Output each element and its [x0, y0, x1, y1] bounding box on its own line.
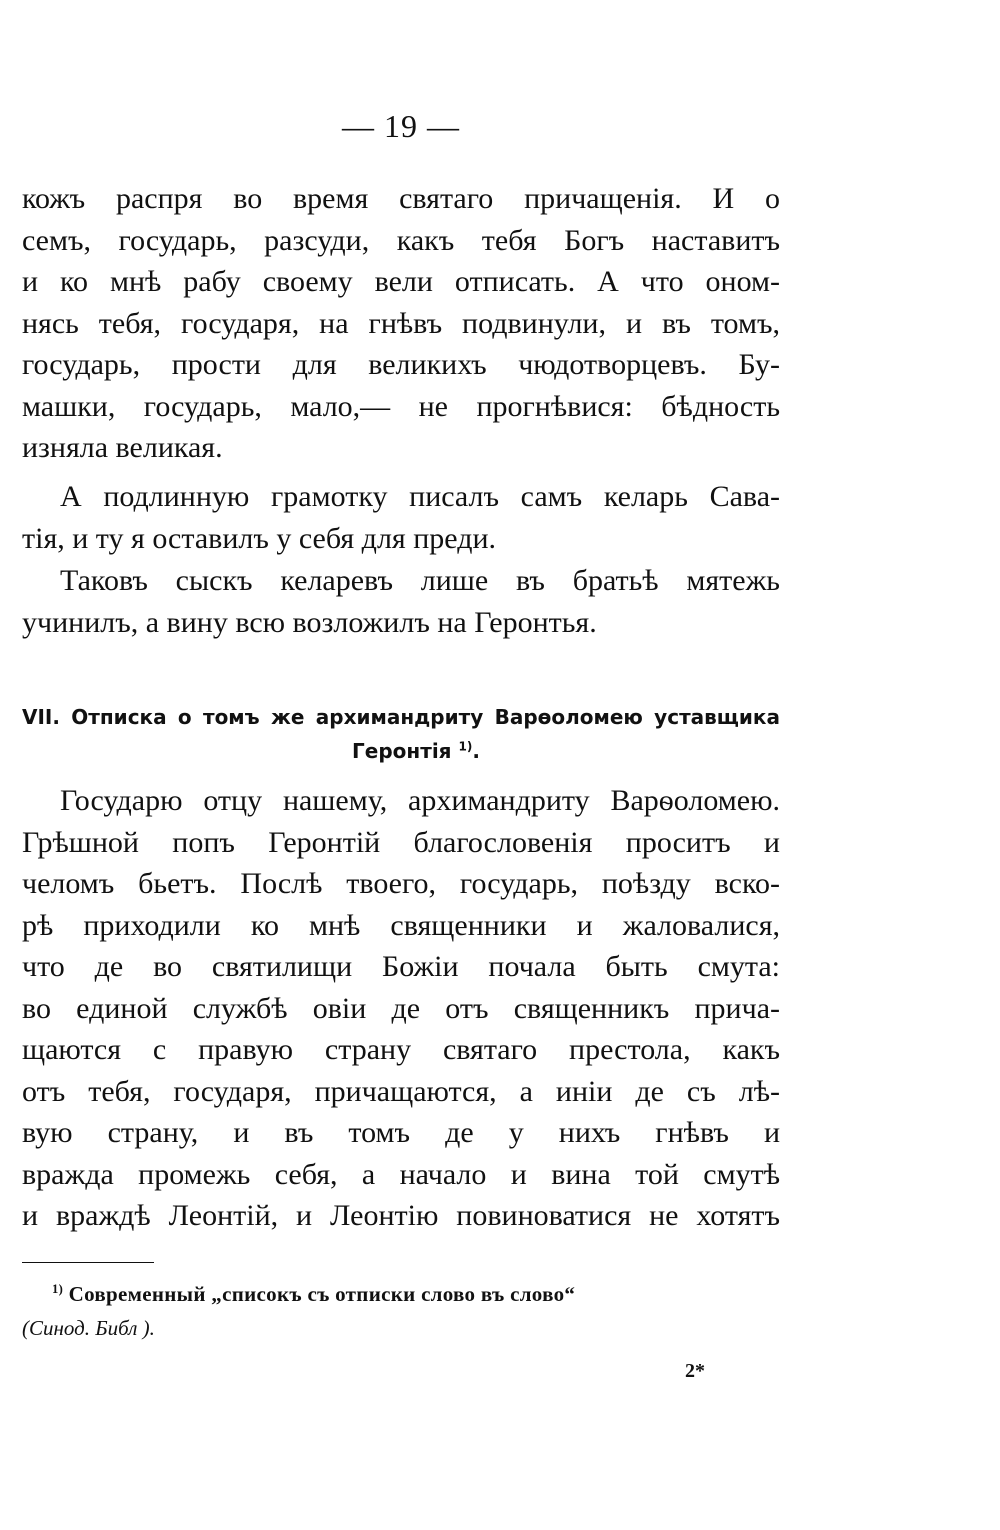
text-line: Таковъ сыскъ келаревъ лише въ братьѣ мятежь — [60, 564, 780, 597]
paragraph-4 — [22, 780, 780, 1237]
text-line: тія, и ту я оставилъ у себя для преди. — [22, 521, 497, 555]
text-line: Государю отцу нашему, архимандриту Варѳоломею. — [60, 784, 780, 817]
text-line: и ко мнѣ рабу своему вели отписать. А что оном- — [22, 265, 780, 298]
text-line: А подлинную грамотку писалъ самъ келарь Сава- — [60, 480, 780, 513]
footnote-marker: 1) — [52, 1282, 64, 1296]
text-line: вую страну, и въ томъ де у нихъ гнѣвъ и — [22, 1116, 780, 1149]
text-line: что де во святилищи Божіи почала быть смута: — [22, 950, 780, 983]
text-line: рѣ приходили ко мнѣ священники и жаловалися, — [22, 908, 780, 942]
page-number: — 19 — — [342, 108, 460, 144]
paragraph-2 — [22, 476, 780, 559]
text-line: Грѣшной попъ Геронтій благословенія проситъ и — [22, 825, 780, 859]
footnote-divider — [22, 1262, 154, 1263]
section-heading-period: . — [472, 739, 480, 763]
section-heading — [22, 700, 780, 768]
text-line: отъ тебя, государя, причащаются, а иніи де съ лѣ- — [22, 1074, 780, 1108]
footnote-line-1 — [22, 1277, 780, 1311]
section-heading-name: Геронтія — [352, 739, 452, 763]
footnote-reference[interactable]: 1) — [458, 739, 473, 754]
text-line: щаются с правую страну святаго престола, какъ — [22, 1033, 780, 1066]
printer-signature-mark: 2* — [685, 1360, 705, 1382]
text-line: машки, государь, мало,— не прогнѣвися: бѣдность — [22, 389, 780, 423]
section-heading-line-2 — [22, 734, 780, 768]
section-heading-line-1: VII. Отписка о томъ же архимандриту Варѳоломею уставщика — [22, 705, 780, 729]
text-line: государь, прости для великихъ чюдотворцевъ. Бу- — [22, 348, 780, 381]
paragraph-1 — [22, 178, 780, 469]
text-line: челомъ бьетъ. Послѣ твоего, государь, поѣзду вско- — [22, 867, 780, 900]
footnote-text: Современный „списокъ съ отписки слово въ слово“ — [68, 1282, 576, 1306]
text-line: вражда промежь себя, а начало и вина той смутѣ — [22, 1157, 780, 1191]
text-line: кожъ распря во время святаго причащенія. И о — [22, 182, 780, 215]
text-line: учинилъ, а вину всю возложилъ на Геронтья. — [22, 605, 597, 639]
text-line: нясь тебя, государя, на гнѣвъ подвинули, и въ томъ, — [22, 306, 780, 340]
text-line: семъ, государь, разсуди, какъ тебя Богъ наставитъ — [22, 223, 780, 257]
footnote — [22, 1277, 780, 1345]
paragraph-3 — [22, 560, 780, 643]
text-line: изняла великая. — [22, 431, 223, 464]
text-line: во единой службѣ овіи де отъ священникъ прича- — [22, 991, 780, 1025]
footnote-source: (Синод. Библ ). — [22, 1316, 155, 1340]
text-line: и враждѣ Леонтій, и Леонтію повиноватися не хотятъ — [22, 1199, 780, 1232]
